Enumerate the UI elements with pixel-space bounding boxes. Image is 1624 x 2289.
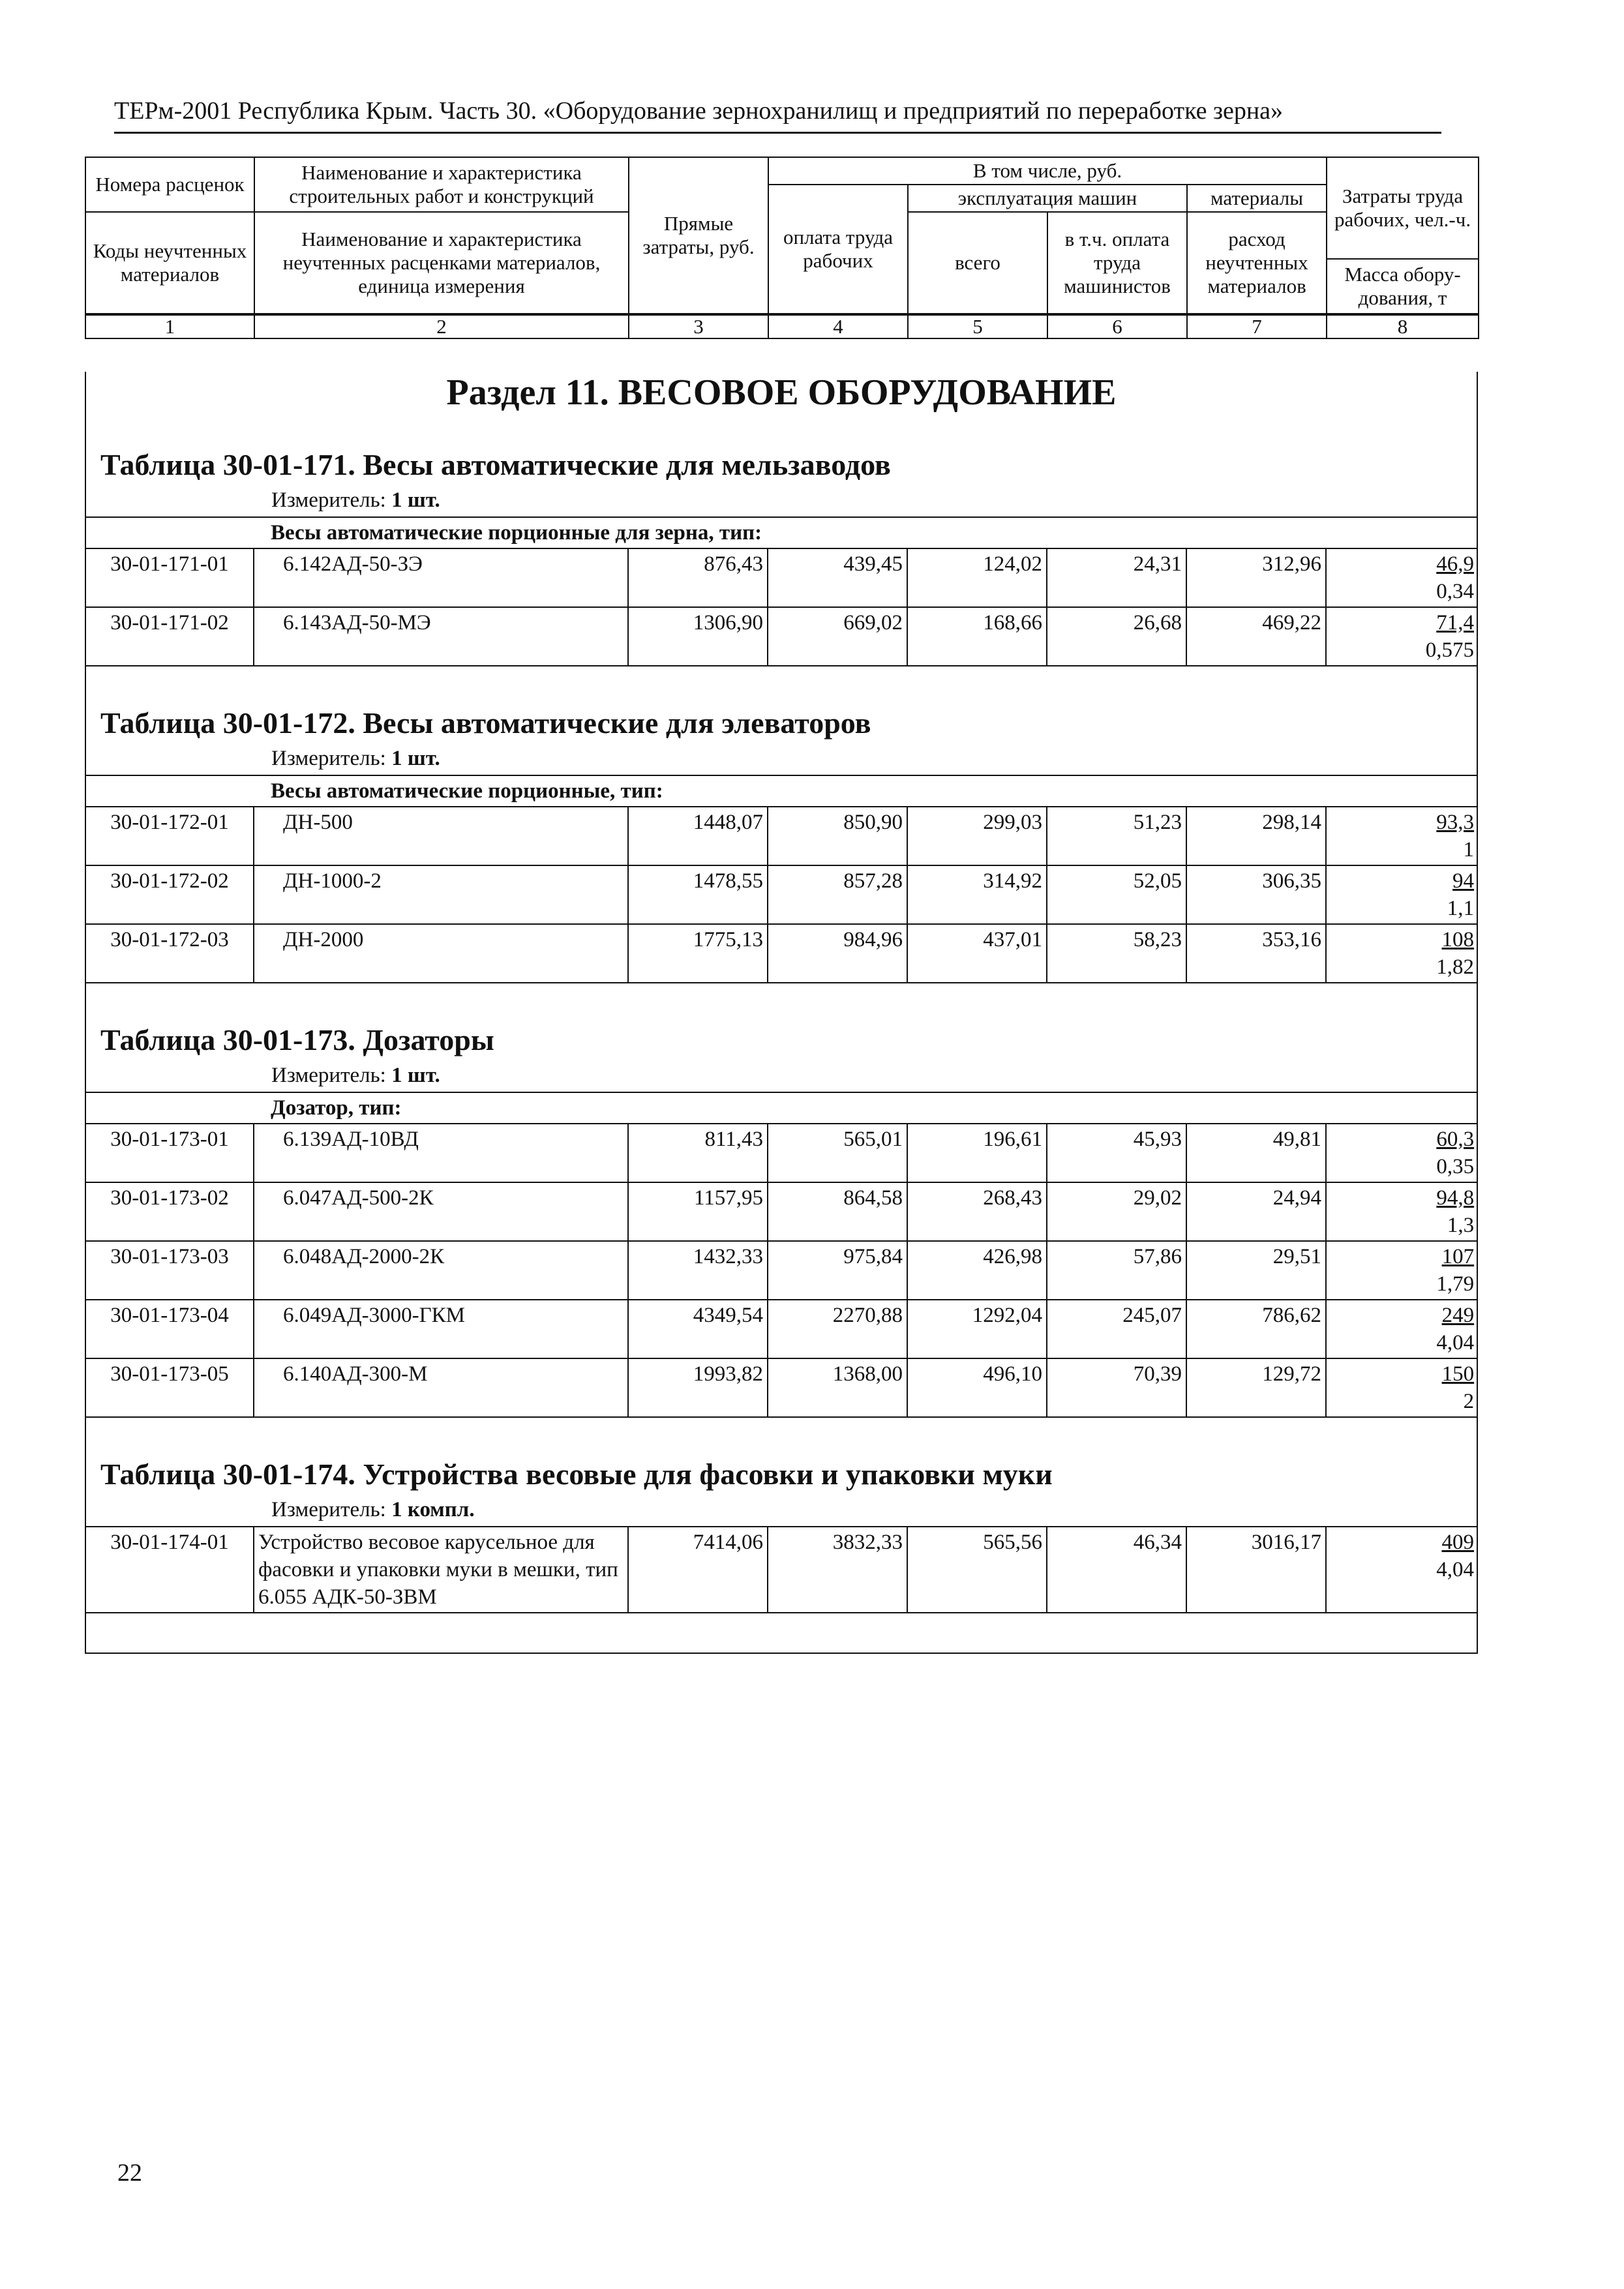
rate-name: 6.140АД-300-М (254, 1358, 628, 1417)
rate-name: 6.049АД-3000-ГКМ (254, 1300, 628, 1358)
rate-name: 6.047АД-500-2К (254, 1182, 628, 1241)
machine-cost: 565,56 (907, 1527, 1047, 1613)
direct-cost: 1157,95 (628, 1182, 768, 1241)
machine-cost: 437,01 (907, 924, 1047, 983)
rate-name: 6.139АД-10ВД (254, 1124, 628, 1182)
measure-line (271, 747, 1477, 771)
machine-cost: 299,03 (907, 807, 1047, 865)
price-table-block (86, 1023, 1477, 1418)
measure-label: Измеритель: (271, 1064, 386, 1087)
section-title: Раздел 11. ВЕСОВОЕ ОБОРУДОВАНИЕ (446, 372, 1117, 413)
rate-code: 30-01-172-01 (86, 807, 254, 865)
labor-hours: 94,8 (1436, 1186, 1475, 1210)
material-cost: 786,62 (1186, 1300, 1326, 1358)
tables-container (86, 447, 1477, 1613)
table-title: Таблица 30-01-173. Дозаторы (100, 1023, 494, 1056)
labor-cost: 439,45 (768, 548, 907, 607)
rate-code: 30-01-171-01 (86, 548, 254, 607)
measure-unit: 1 шт. (391, 747, 440, 770)
rate-code: 30-01-173-05 (86, 1358, 254, 1417)
machine-cost: 426,98 (907, 1241, 1047, 1300)
table-title: Таблица 30-01-174. Устройства весовые для фасовки и упаковки муки (100, 1458, 1053, 1491)
machine-cost: 168,66 (907, 607, 1047, 666)
measure-line (271, 488, 1477, 513)
rate-name: ДН-500 (254, 807, 628, 865)
equipment-mass: 1 (1463, 838, 1475, 861)
equipment-mass: 2 (1463, 1390, 1475, 1413)
material-cost: 129,72 (1186, 1358, 1326, 1417)
machine-cost: 196,61 (907, 1124, 1047, 1182)
equipment-mass: 1,1 (1447, 897, 1475, 920)
price-sheet (85, 157, 1478, 1654)
table-row (86, 1300, 1478, 1358)
table-row (86, 1527, 1478, 1613)
labor-cost: 565,01 (768, 1124, 907, 1182)
equipment-mass: 4,04 (1436, 1331, 1475, 1354)
machinist-cost: 245,07 (1047, 1300, 1186, 1358)
material-cost: 312,96 (1186, 548, 1326, 607)
header-zatraty: Затраты труда рабочих, чел.-ч. (1327, 157, 1479, 259)
rate-code: 30-01-173-03 (86, 1241, 254, 1300)
material-cost: 353,16 (1186, 924, 1326, 983)
measure-label: Измеритель: (271, 488, 386, 512)
col-number: 5 (908, 315, 1047, 338)
table-row (86, 1124, 1478, 1182)
direct-cost: 4349,54 (628, 1300, 768, 1358)
price-table-block (86, 1457, 1477, 1613)
equipment-mass: 1,82 (1436, 955, 1475, 979)
labor-hours-mass (1326, 1300, 1478, 1358)
machinist-cost: 46,34 (1047, 1527, 1186, 1613)
table-title: Таблица 30-01-171. Весы автоматические для мельзаводов (100, 448, 891, 481)
direct-cost: 1432,33 (628, 1241, 768, 1300)
labor-hours-mass (1326, 1358, 1478, 1417)
group-row (86, 775, 1478, 807)
measure-unit: 1 компл. (391, 1498, 475, 1521)
machinist-cost: 29,02 (1047, 1182, 1186, 1241)
machinist-cost: 52,05 (1047, 865, 1186, 924)
material-cost: 469,22 (1186, 607, 1326, 666)
group-label: Весы автоматические порционные для зерна, тип: (86, 517, 1478, 548)
machinist-cost: 57,86 (1047, 1241, 1186, 1300)
table-row (86, 807, 1478, 865)
measure-line (271, 1498, 1477, 1522)
rate-code: 30-01-172-02 (86, 865, 254, 924)
labor-cost: 975,84 (768, 1241, 907, 1300)
material-cost: 298,14 (1186, 807, 1326, 865)
labor-cost: 669,02 (768, 607, 907, 666)
group-label: Дозатор, тип: (86, 1092, 1478, 1124)
rate-name: 6.048АД-2000-2К (254, 1241, 628, 1300)
labor-cost: 1368,00 (768, 1358, 907, 1417)
table-row (86, 1182, 1478, 1241)
labor-cost: 2270,88 (768, 1300, 907, 1358)
rate-code: 30-01-171-02 (86, 607, 254, 666)
measure-unit: 1 шт. (391, 1064, 440, 1087)
machine-cost: 314,92 (907, 865, 1047, 924)
table-row (86, 924, 1478, 983)
material-cost: 306,35 (1186, 865, 1326, 924)
column-number-row (85, 314, 1479, 339)
rate-code: 30-01-172-03 (86, 924, 254, 983)
col-number: 3 (629, 315, 768, 338)
rate-code: 30-01-174-01 (86, 1527, 254, 1613)
labor-hours-mass (1326, 1527, 1478, 1613)
labor-hours-mass (1326, 865, 1478, 924)
table-title: Таблица 30-01-172. Весы автоматические для элеваторов (100, 706, 871, 740)
labor-cost: 864,58 (768, 1182, 907, 1241)
table-row (86, 1358, 1478, 1417)
labor-hours: 93,3 (1436, 811, 1475, 834)
direct-cost: 7414,06 (628, 1527, 768, 1613)
rate-code: 30-01-173-02 (86, 1182, 254, 1241)
labor-cost: 984,96 (768, 924, 907, 983)
machinist-cost: 51,23 (1047, 807, 1186, 865)
material-cost: 49,81 (1186, 1124, 1326, 1182)
group-row (86, 1092, 1478, 1124)
price-table (86, 1092, 1478, 1418)
labor-hours-mass (1326, 1124, 1478, 1182)
measure-line (271, 1064, 1477, 1088)
col-number: 4 (768, 315, 908, 338)
col-number: 6 (1047, 315, 1187, 338)
rate-name: Устройство весовое карусельное для фасовки и упаковки муки в мешки, тип 6.055 АДК-50-ЗВМ (254, 1527, 628, 1613)
price-table (86, 1526, 1478, 1613)
machine-cost: 496,10 (907, 1358, 1047, 1417)
measure-label: Измеритель: (271, 747, 386, 770)
labor-hours: 46,9 (1436, 552, 1474, 576)
machinist-cost: 70,39 (1047, 1358, 1186, 1417)
material-cost: 29,51 (1186, 1241, 1326, 1300)
header-massa: Масса обору-дования, т (1327, 259, 1479, 314)
equipment-mass: 0,575 (1425, 638, 1474, 662)
labor-hours-mass (1326, 924, 1478, 983)
material-cost: 24,94 (1186, 1182, 1326, 1241)
col-number: 2 (254, 315, 629, 338)
column-header-table (85, 157, 1479, 314)
machinist-cost: 24,31 (1047, 548, 1186, 607)
labor-hours-mass (1326, 548, 1478, 607)
header-naim1: Наименование и характеристика строительных работ и конструкций (254, 157, 629, 212)
equipment-mass: 1,79 (1436, 1272, 1475, 1296)
equipment-mass: 4,04 (1436, 1558, 1474, 1581)
table-row (86, 607, 1478, 666)
page-number: 22 (117, 2159, 142, 2187)
section-body (85, 372, 1478, 1654)
equipment-mass: 0,35 (1436, 1155, 1475, 1178)
rate-name: ДН-2000 (254, 924, 628, 983)
labor-hours-mass (1326, 607, 1478, 666)
labor-hours: 107 (1441, 1245, 1475, 1268)
machine-cost: 268,43 (907, 1182, 1047, 1241)
direct-cost: 1775,13 (628, 924, 768, 983)
labor-hours-mass (1326, 1241, 1478, 1300)
labor-cost: 850,90 (768, 807, 907, 865)
price-table (86, 775, 1478, 983)
col-number: 7 (1187, 315, 1327, 338)
labor-hours-mass (1326, 807, 1478, 865)
machinist-cost: 26,68 (1047, 607, 1186, 666)
machinist-cost: 58,23 (1047, 924, 1186, 983)
header-ekspluatatsiya: эксплуатация машин (908, 185, 1187, 212)
table-row (86, 548, 1478, 607)
labor-cost: 857,28 (768, 865, 907, 924)
header-oplata: оплата труда рабочих (768, 185, 908, 314)
labor-hours: 71,4 (1436, 611, 1474, 635)
machine-cost: 1292,04 (907, 1300, 1047, 1358)
rate-code: 30-01-173-04 (86, 1300, 254, 1358)
header-nomera: Номера расценок (85, 157, 254, 212)
labor-hours: 108 (1441, 928, 1475, 951)
labor-hours-mass (1326, 1182, 1478, 1241)
direct-cost: 811,43 (628, 1124, 768, 1182)
equipment-mass: 1,3 (1447, 1214, 1475, 1237)
group-row (86, 517, 1478, 548)
equipment-mass: 0,34 (1436, 580, 1474, 603)
header-kody: Коды неучтенных материалов (85, 212, 254, 314)
measure-label: Измеритель: (271, 1498, 386, 1521)
col-number: 1 (85, 315, 254, 338)
direct-cost: 1993,82 (628, 1358, 768, 1417)
rate-name: ДН-1000-2 (254, 865, 628, 924)
price-table (86, 516, 1478, 666)
labor-hours: 409 (1441, 1531, 1474, 1554)
header-pryamye: Прямые затраты, руб. (629, 157, 768, 314)
material-cost: 3016,17 (1186, 1527, 1326, 1613)
rate-code: 30-01-173-01 (86, 1124, 254, 1182)
labor-hours: 60,3 (1436, 1128, 1475, 1151)
direct-cost: 1448,07 (628, 807, 768, 865)
direct-cost: 1478,55 (628, 865, 768, 924)
measure-unit: 1 шт. (391, 488, 440, 512)
machine-cost: 124,02 (907, 548, 1047, 607)
group-label: Весы автоматические порционные, тип: (86, 775, 1478, 807)
page-header: ТЕРм-2001 Республика Крым. Часть 30. «Оборудование зернохранилищ и предприятий по переработке зерна» (114, 97, 1441, 134)
rate-name: 6.143АД-50-МЭ (254, 607, 628, 666)
direct-cost: 876,43 (628, 548, 768, 607)
labor-hours: 249 (1441, 1304, 1475, 1327)
labor-cost: 3832,33 (768, 1527, 907, 1613)
header-materialy: материалы (1187, 185, 1327, 212)
table-row (86, 865, 1478, 924)
header-v-tch: в т.ч. оплата труда машинистов (1047, 212, 1187, 314)
header-raskhod: расход неучтенных материалов (1187, 212, 1327, 314)
header-vsego: всего (908, 212, 1047, 314)
machinist-cost: 45,93 (1047, 1124, 1186, 1182)
header-v-tom-chisle: В том числе, руб. (768, 157, 1327, 185)
rate-name: 6.142АД-50-ЗЭ (254, 548, 628, 607)
price-table-block (86, 706, 1477, 983)
table-row (86, 1241, 1478, 1300)
labor-hours: 94 (1452, 869, 1475, 893)
direct-cost: 1306,90 (628, 607, 768, 666)
labor-hours: 150 (1441, 1362, 1475, 1386)
col-number: 8 (1327, 315, 1479, 338)
price-table-block (86, 447, 1477, 666)
header-naim2: Наименование и характеристика неучтенных расценками материалов, единица измерения (254, 212, 629, 314)
